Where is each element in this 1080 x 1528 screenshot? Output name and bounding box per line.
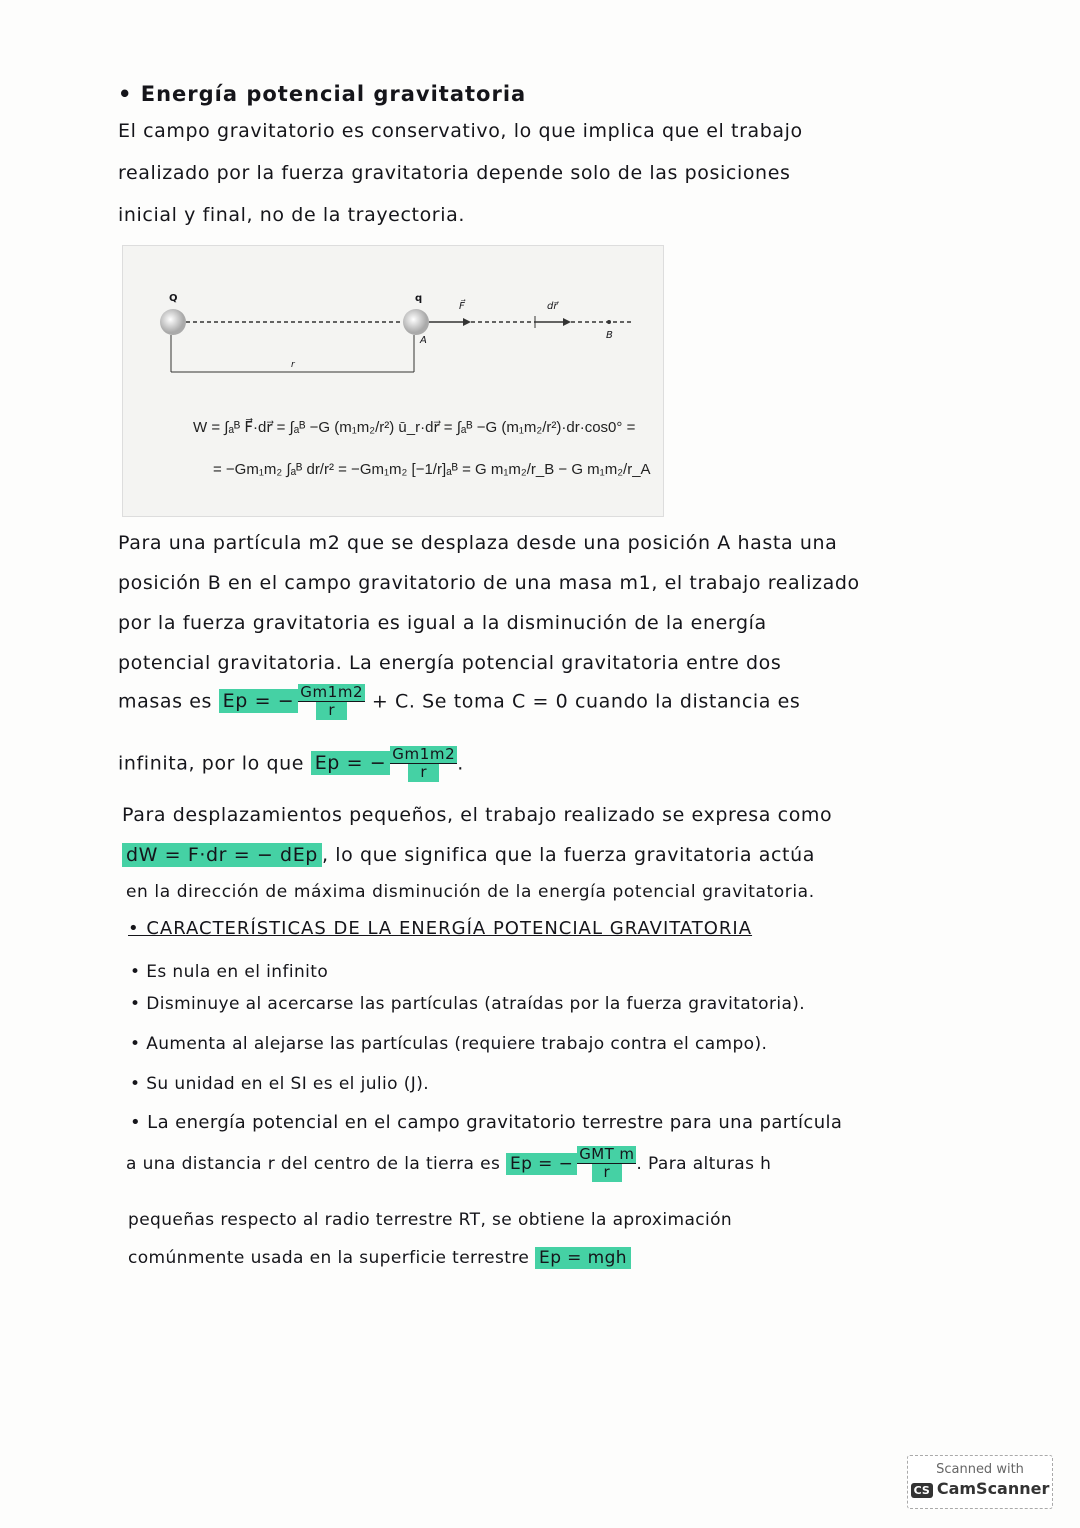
label-r: r: [291, 360, 295, 370]
intro-line-1: El campo gravitatorio es conservativo, lo que implica que el trabajo: [118, 120, 803, 142]
camscanner-watermark: [907, 1455, 1053, 1509]
watermark-text: Scanned with: [936, 1462, 1024, 1477]
para1-line-2: posición B en el campo gravitatorio de una masa m1, el trabajo realizado: [118, 572, 860, 594]
mass-Q: [160, 309, 186, 335]
bullet-4: • Su unidad en el SI es el julio (J).: [130, 1074, 430, 1094]
numerator: GMT m: [579, 1145, 635, 1163]
work-equation-2: = −Gm₁m₂ ∫ₐᴮ dr/r² = −Gm₁m₂ [−1/r]ₐᴮ = G m₁m₂/r_B − G m₁m₂/r_A: [213, 461, 651, 478]
para1-line-4: potencial gravitatoria. La energía potencial gravitatoria entre dos: [118, 652, 782, 674]
text: masas es: [118, 690, 213, 713]
ep-infinite-line: [118, 746, 464, 782]
label-A: A: [420, 335, 427, 346]
label-B: B: [606, 330, 613, 341]
label-q: q: [415, 293, 423, 304]
fraction: [577, 1146, 636, 1182]
bullet-3: • Aumenta al alejarse las partículas (requiere trabajo contra el campo).: [130, 1034, 768, 1054]
numerator: Gm1m2: [300, 683, 364, 701]
para2-line-2: [122, 844, 815, 866]
camscanner-logo-icon: CS: [911, 1483, 933, 1498]
fraction: [390, 746, 457, 782]
bullet-1: • Es nula en el infinito: [130, 962, 329, 982]
intro-line-3: inicial y final, no de la trayectoria.: [118, 204, 465, 226]
text: + C. Se toma C = 0 cuando la distancia es: [371, 690, 801, 713]
denominator: r: [316, 702, 347, 719]
brand-name: CamScanner: [936, 1479, 1050, 1498]
ep-highlight: Ep = −: [506, 1153, 577, 1175]
text: . Para alturas h: [636, 1153, 772, 1174]
page-heading: • Energía potencial gravitatoria: [118, 82, 527, 106]
para1-line-3: por la fuerza gravitatoria es igual a la disminución de la energía: [118, 612, 767, 634]
label-dr: dr⃗: [547, 301, 558, 312]
text: comúnmente usada en la superficie terrestre: [128, 1248, 530, 1268]
diagram-drawing: [123, 246, 663, 396]
section-heading: • CARACTERÍSTICAS DE LA ENERGÍA POTENCIAL GRAVITATORIA: [128, 918, 753, 939]
final-line-2: [128, 1248, 631, 1268]
mass-q: [403, 309, 429, 335]
para2-line-3: en la dirección de máxima disminución de la energía potencial gravitatoria.: [126, 882, 815, 902]
text: a una distancia r del centro de la tierra es: [126, 1153, 501, 1174]
ep-formula-line: [118, 684, 800, 720]
text: , lo que significa que la fuerza gravitatoria actúa: [321, 844, 815, 866]
work-equation-1: W = ∫ₐᴮ F⃗·dr⃗ = ∫ₐᴮ −G (m₁m₂/r²) ū_r·dr⃗ = ∫ₐᴮ −G (m₁m₂/r²)·dr·cos0° =: [193, 419, 636, 436]
bullet-5: • La energía potencial en el campo gravitatorio terrestre para una partícula: [130, 1112, 843, 1133]
denominator: r: [592, 1164, 623, 1181]
numerator: Gm1m2: [392, 745, 456, 763]
dw-highlight: dW = F·dr = − dEp: [122, 843, 322, 867]
text: .: [457, 752, 464, 775]
mgh-highlight: Ep = mgh: [535, 1247, 631, 1269]
watermark-brand: [908, 1479, 1052, 1498]
ep-highlight: Ep = −: [219, 689, 299, 713]
label-F: F⃗: [459, 301, 465, 312]
para1-line-1: Para una partícula m2 que se desplaza desde una posición A hasta una: [118, 532, 838, 554]
denominator: r: [408, 764, 439, 781]
earth-formula-line: [126, 1146, 771, 1182]
text: infinita, por lo que: [118, 752, 305, 775]
final-line-1: pequeñas respecto al radio terrestre RT, se obtiene la aproximación: [128, 1210, 733, 1230]
intro-line-2: realizado por la fuerza gravitatoria depende solo de las posiciones: [118, 162, 791, 184]
work-diagram: [122, 245, 664, 517]
bullet-2: • Disminuye al acercarse las partículas (atraídas por la fuerza gravitatoria).: [130, 994, 806, 1014]
para2-line-1: Para desplazamientos pequeños, el trabajo realizado se expresa como: [122, 804, 833, 826]
ep-highlight: Ep = −: [311, 751, 391, 775]
label-Q: Q: [169, 293, 178, 304]
fraction: [298, 684, 365, 720]
